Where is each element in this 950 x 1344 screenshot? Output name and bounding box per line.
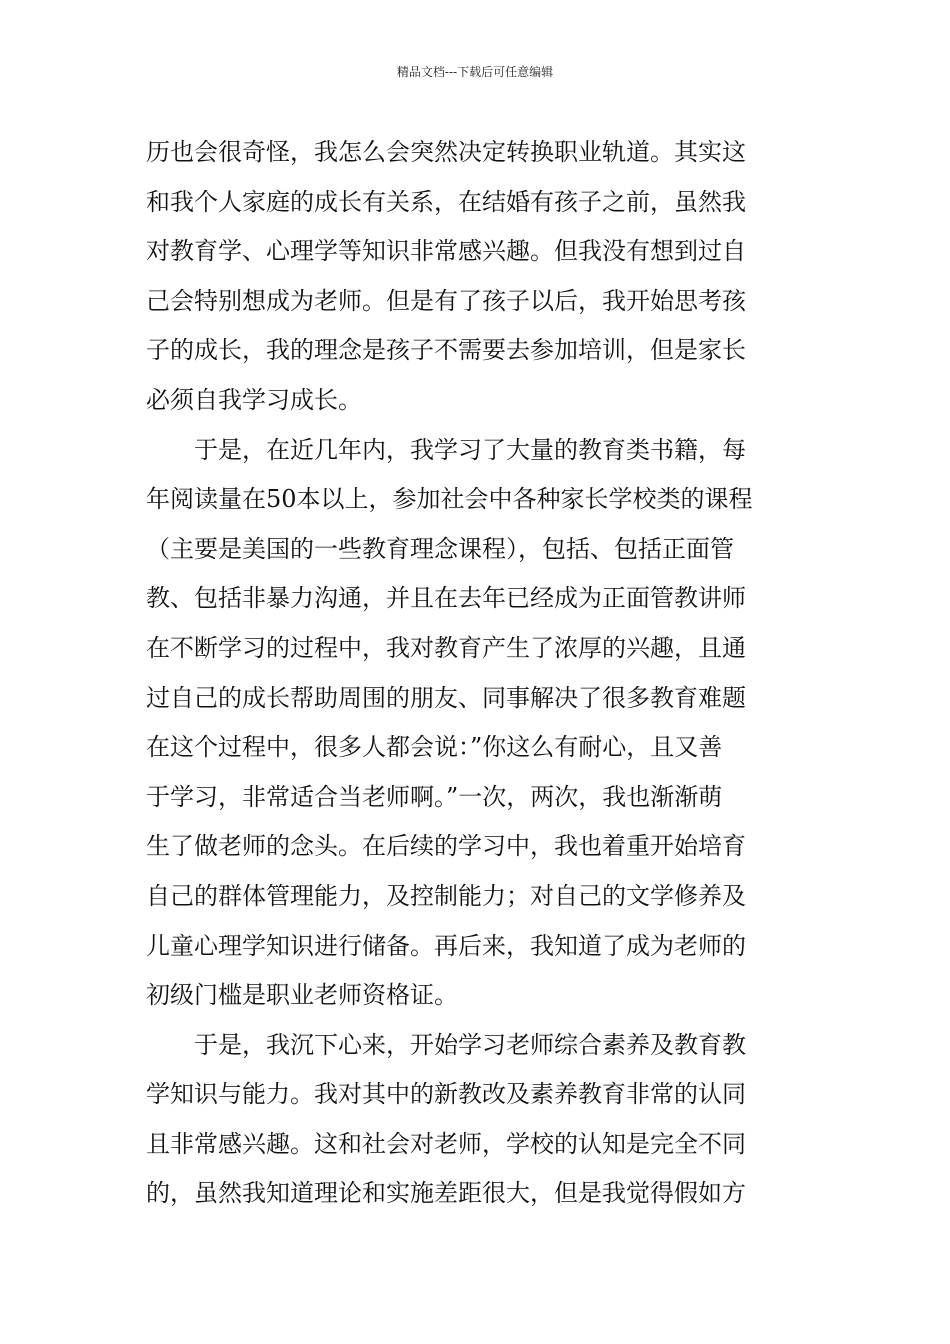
paragraph-start-line: 于是，我沉下心来，开始学习老师综合素养及教育教 <box>194 1030 746 1059</box>
text-line: 年阅读量在50本以上，参加社会中各种家长学校类的课程 <box>146 485 753 514</box>
text-line: 自己的群体管理能力，及控制能力；对自己的文学修养及 <box>146 881 746 910</box>
text-line: 初级门槛是职业老师资格证。 <box>146 981 458 1010</box>
text-line: 历也会很奇怪，我怎么会突然决定转换职业轨道。其实这 <box>146 138 746 166</box>
text-line: 和我个人家庭的成长有关系，在结婚有孩子之前，虽然我 <box>146 187 746 216</box>
text-line: 在这个过程中，很多人都会说：”你这么有耐心，且又善 <box>146 733 723 762</box>
text-line: （主要是美国的一些教育理念课程），包括、包括正面管 <box>146 534 734 563</box>
text-line: 于学习，非常适合当老师啊。”一次，两次，我也渐渐萌 <box>146 782 723 811</box>
document-body <box>146 128 810 1219</box>
text-line: 的，虽然我知道理论和实施差距很大，但是我觉得假如方 <box>146 1179 746 1208</box>
text-line: 在不断学习的过程中，我对教育产生了浓厚的兴趣，且通 <box>146 633 746 662</box>
text-line: 己会特别想成为老师。但是有了孩子以后，我开始思考孩 <box>146 286 746 315</box>
paragraph-start-line: 于是，在近几年内，我学习了大量的教育类书籍，每 <box>194 435 746 464</box>
text-line: 对教育学、心理学等知识非常感兴趣。但我没有想到过自 <box>146 237 746 266</box>
page-header: 精品文档---下载后可任意编辑 <box>396 65 554 79</box>
text-line: 生了做老师的念头。在后续的学习中，我也着重开始培育 <box>146 832 746 861</box>
text-line: 学知识与能力。我对其中的新教改及素养教育非常的认同 <box>146 1080 746 1109</box>
text-line: 必须自我学习成长。 <box>146 385 362 414</box>
text-line: 子的成长，我的理念是孩子不需要去参加培训，但是家长 <box>146 336 746 365</box>
text-line: 儿童心理学知识进行储备。再后来，我知道了成为老师的 <box>146 931 746 960</box>
text-line: 过自己的成长帮助周围的朋友、同事解决了很多教育难题 <box>146 683 746 712</box>
text-line: 教、包括非暴力沟通，并且在去年已经成为正面管教讲师 <box>146 584 746 613</box>
text-line: 且非常感兴趣。这和社会对老师，学校的认知是完全不同 <box>146 1129 746 1158</box>
